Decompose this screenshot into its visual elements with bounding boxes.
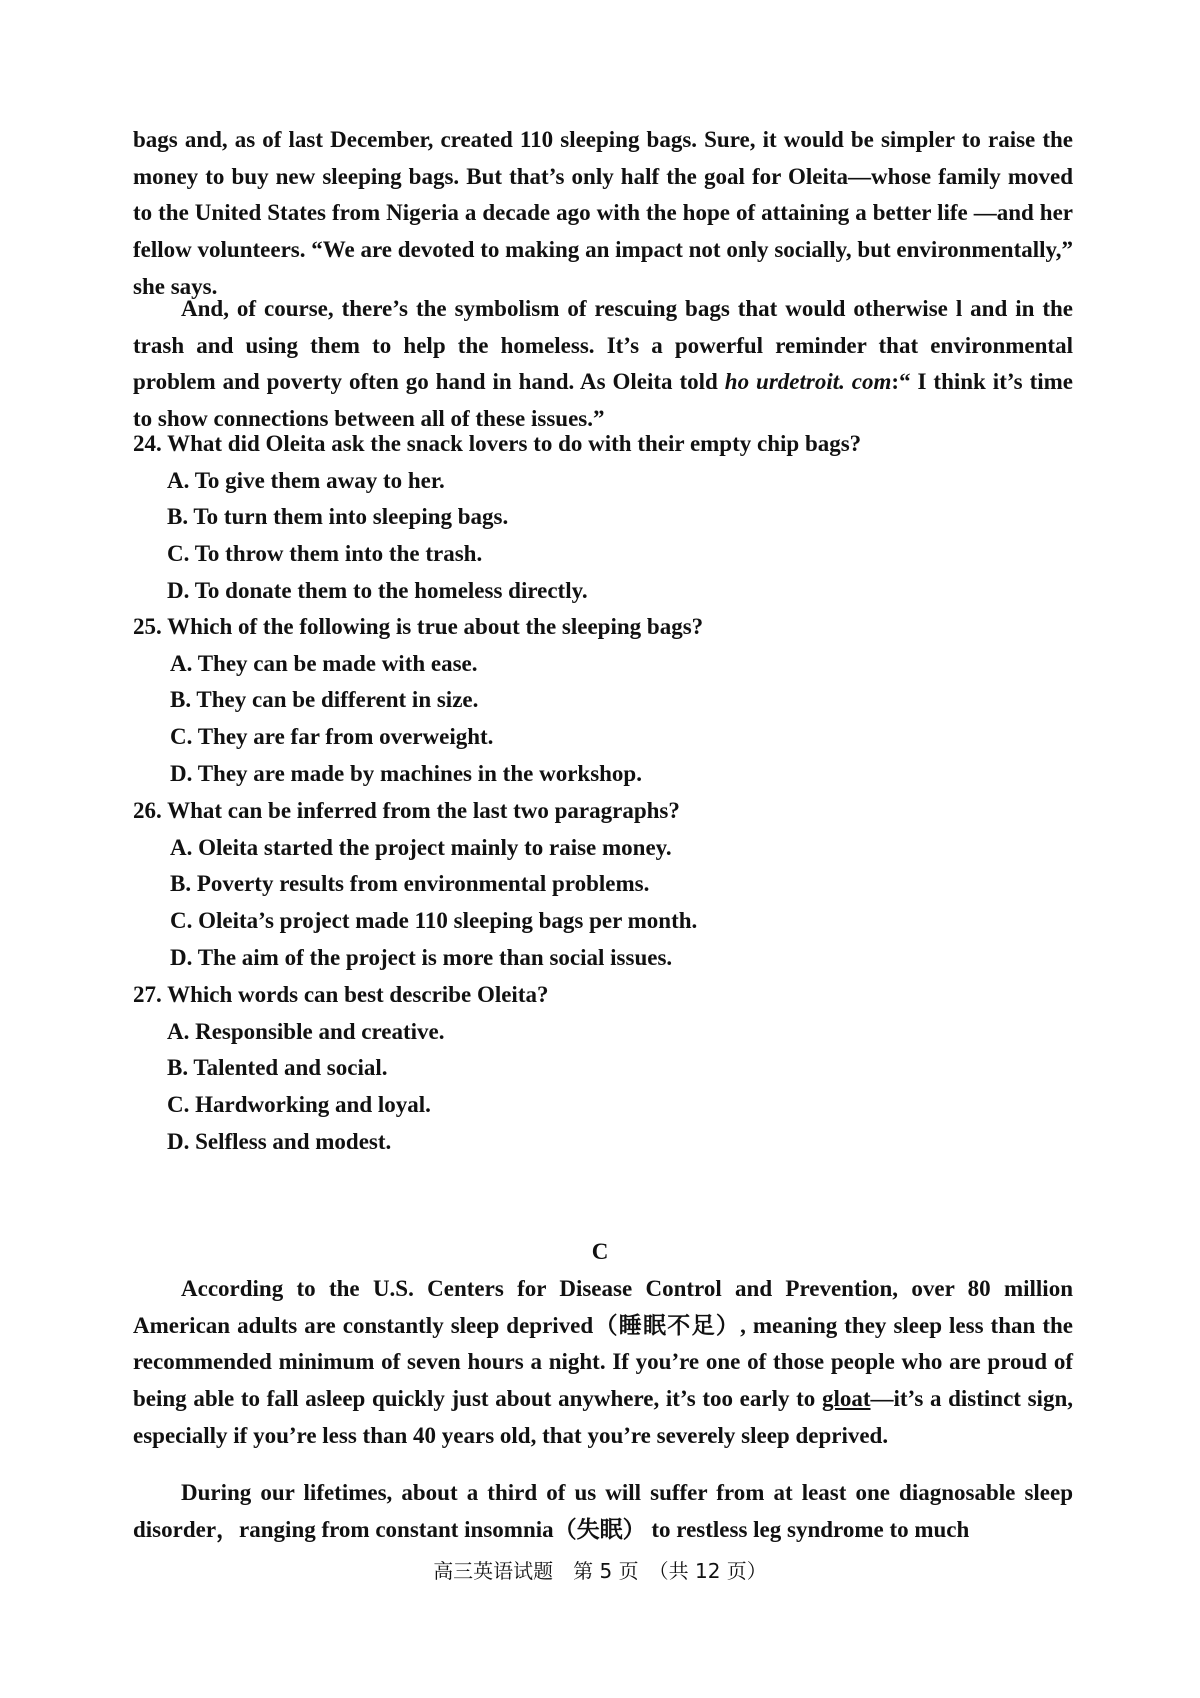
option-a[interactable]: A. They can be made with ease. (170, 650, 478, 676)
option-c[interactable]: C. Oleita’s project made 110 sleeping bags per month. (170, 908, 698, 934)
question-25 (133, 609, 1073, 793)
question-stem: 24. What did Oleita ask the snack lovers to do with their empty chip bags? (133, 431, 862, 456)
option-c[interactable]: C. To throw them into the trash. (167, 541, 483, 567)
passage-c-paragraph-2: During our lifetimes, about a third of us will suffer from at least one diagnosable sleep disorder，ranging from constant insomnia（失眠） to restless leg syndrome to much (133, 1480, 1073, 1542)
option-d[interactable]: D. They are made by machines in the workshop. (170, 760, 642, 786)
passage-c-heading: C (591, 1239, 609, 1264)
paragraph-1-text: According to the U.S. Centers for Disease Control and Prevention, over 80 million American adults are constantly sleep deprived（睡眠不足）, meaning they sleep less than the recommended minimum of seven hours a night. If you’re one of those people who are proud of being able to fall asleep quickly just about anywhere, it’s too early to (133, 1276, 1073, 1412)
underlined-word: gloat (821, 1386, 871, 1412)
option-b[interactable]: B. Talented and social. (167, 1055, 388, 1081)
option-c[interactable]: C. They are far from overweight. (170, 724, 494, 750)
option-c[interactable]: C. Hardworking and loyal. (167, 1092, 431, 1118)
paragraph-2-text: And, of course, there’s the symbolism of rescuing bags that would otherwise l and in the trash and using them to help the homeless. It’s a powerful reminder that environmental problem and poverty often go hand in hand. As Oleita told (133, 296, 1073, 395)
passage-c-paragraph-1 (133, 1271, 1073, 1455)
question-26 (133, 793, 1073, 977)
passage-b-paragraph-2 (133, 291, 1073, 438)
option-b[interactable]: B. They can be different in size. (170, 687, 479, 713)
passage-b-paragraph-1: bags and, as of last December, created 110 sleeping bags. Sure, it would be simpler to raise the money to buy new sleeping bags. But that’s only half the goal for Oleita—whose family moved to the United States from Nigeria a decade ago with the hope of attaining a better life —and her fellow volunteers. “We are devoted to making an impact not only socially, but environmentally,” she says. (133, 127, 1073, 299)
option-b[interactable]: B. Poverty results from environmental problems. (170, 871, 650, 897)
option-a[interactable]: A. To give them away to her. (167, 467, 445, 493)
question-stem: 26. What can be inferred from the last two paragraphs? (133, 798, 680, 823)
website-name: ho urdetroit. com (724, 369, 892, 395)
option-d[interactable]: D. Selfless and modest. (167, 1128, 392, 1154)
question-27 (133, 977, 1073, 1161)
option-b[interactable]: B. To turn them into sleeping bags. (167, 504, 509, 530)
option-a[interactable]: A. Responsible and creative. (167, 1018, 445, 1044)
option-d[interactable]: D. To donate them to the homeless directly. (167, 577, 588, 603)
paragraph-2-quote: :“ I think it’s time to show connections between all of these issues.” (133, 369, 1073, 432)
question-24 (133, 426, 1073, 610)
option-a[interactable]: A. Oleita started the project mainly to raise money. (170, 834, 672, 860)
question-stem: 25. Which of the following is true about the sleeping bags? (133, 614, 704, 639)
paragraph-1-rest: —it’s a distinct sign, especially if you’re less than 40 years old, that you’re severely sleep deprived. (133, 1386, 1073, 1448)
option-d[interactable]: D. The aim of the project is more than social issues. (170, 944, 673, 970)
question-stem: 27. Which words can best describe Oleita? (133, 982, 549, 1007)
page-footer: 高三英语试题 第 5 页 （共 12 页） (433, 1559, 767, 1583)
